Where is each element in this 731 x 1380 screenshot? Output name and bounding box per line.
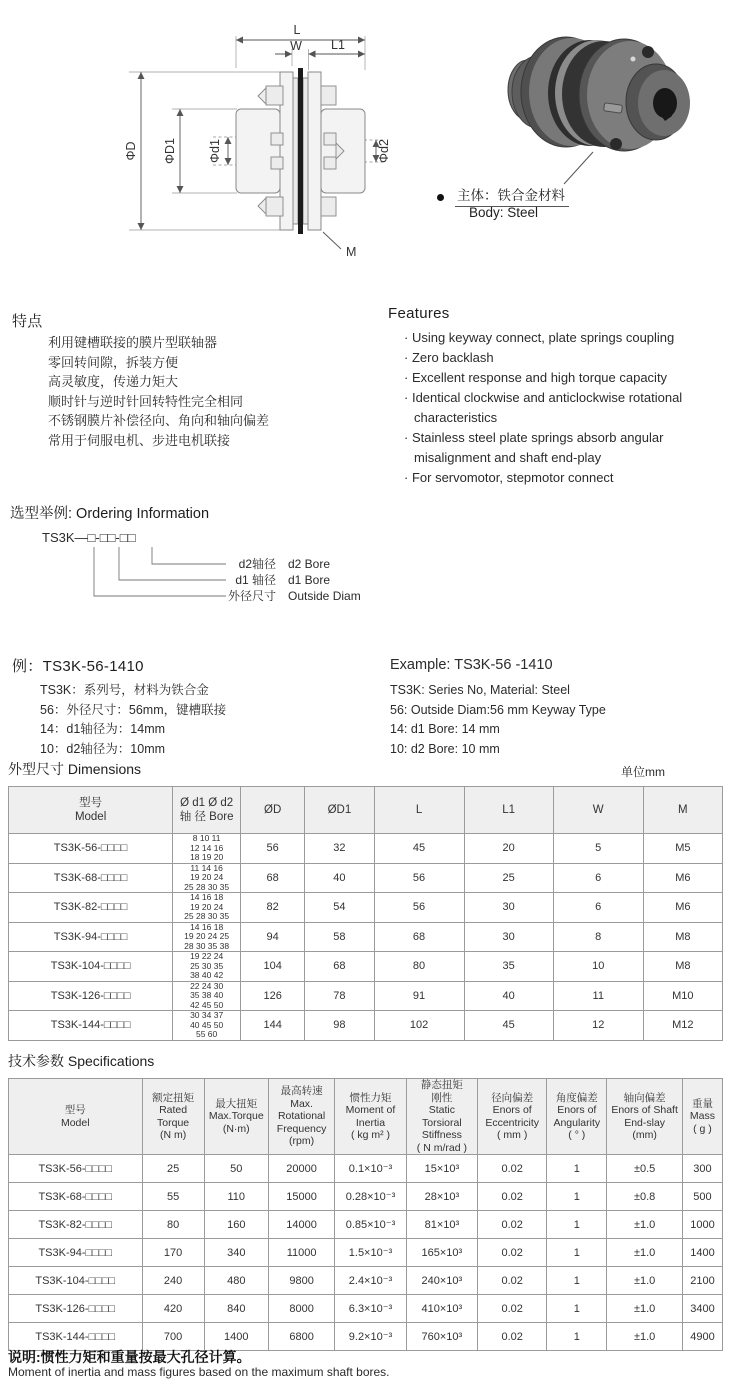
cell: TS3K-144-□□□□ bbox=[9, 1323, 143, 1351]
list-item: 10: d2 Bore: 10 mm bbox=[390, 741, 500, 756]
column-header: 最大扭矩 Max.Torque (N·m) bbox=[204, 1079, 268, 1155]
cell: TS3K-82-□□□□ bbox=[9, 893, 173, 923]
table-row bbox=[9, 893, 723, 923]
cell: 1400 bbox=[204, 1323, 268, 1351]
cell: 8 10 11 12 14 16 18 19 20 bbox=[173, 834, 241, 864]
cell: 144 bbox=[241, 1011, 305, 1041]
ordering-label-d2-zh: d2轴径 bbox=[238, 557, 276, 571]
cell: 1 bbox=[547, 1183, 607, 1211]
cell: 300 bbox=[682, 1155, 722, 1183]
ordering-label-od-zh: 外径尺寸 bbox=[227, 589, 276, 603]
list-item: · Zero backlash bbox=[404, 348, 731, 368]
cell: ±0.5 bbox=[607, 1155, 683, 1183]
features-en-list bbox=[404, 328, 731, 488]
list-item: · Using keyway connect, plate springs coupling bbox=[404, 328, 731, 348]
column-header: 轴向偏差 Enors of Shaft End-slay (mm) bbox=[607, 1079, 683, 1155]
table-row bbox=[9, 834, 723, 864]
column-header: L1 bbox=[464, 787, 553, 834]
features-zh-list bbox=[48, 333, 269, 450]
cell: M6 bbox=[643, 893, 722, 923]
coupling-technical-drawing bbox=[95, 6, 405, 268]
cell: TS3K-82-□□□□ bbox=[9, 1211, 143, 1239]
cell: 45 bbox=[464, 1011, 553, 1041]
cell: ±1.0 bbox=[607, 1211, 683, 1239]
cell: 35 bbox=[464, 952, 553, 982]
column-header: 角度偏差 Enors of Angularity ( ° ) bbox=[547, 1079, 607, 1155]
cell: 104 bbox=[241, 952, 305, 982]
list-item: 顺时针与逆时针回转特性完全相同 bbox=[48, 393, 244, 409]
footnote-zh: 说明:惯性力矩和重量按最大孔径计算。 bbox=[8, 1349, 251, 1365]
cell: 0.02 bbox=[478, 1267, 547, 1295]
cell: 1 bbox=[547, 1239, 607, 1267]
cell: 32 bbox=[305, 834, 374, 864]
cell: 840 bbox=[204, 1295, 268, 1323]
list-item: 56：外径尺寸：56mm，键槽联接 bbox=[40, 702, 227, 717]
cell: M6 bbox=[643, 863, 722, 893]
cell: TS3K-104-□□□□ bbox=[9, 1267, 143, 1295]
cell: M8 bbox=[643, 922, 722, 952]
column-header: 惯性力矩 Moment of Inertia ( kg m² ) bbox=[335, 1079, 406, 1155]
ordering-code-diagram bbox=[30, 524, 430, 619]
dimensions-title: 外型尺寸 Dimensions bbox=[8, 761, 142, 777]
cell: 6 bbox=[553, 863, 643, 893]
list-item: · For servomotor, stepmotor connect bbox=[404, 468, 731, 488]
features-zh-title: 特点 bbox=[12, 313, 43, 330]
cell: 2.4×10⁻³ bbox=[335, 1267, 406, 1295]
ordering-label-d1-en: d1 Bore bbox=[288, 573, 331, 587]
list-item: 零回转间隙，拆装方便 bbox=[48, 354, 179, 370]
cell: 1 bbox=[547, 1295, 607, 1323]
table-row bbox=[9, 863, 723, 893]
table-row bbox=[9, 952, 723, 982]
cell: 110 bbox=[204, 1183, 268, 1211]
cell: 81×10³ bbox=[406, 1211, 477, 1239]
column-header: 静态扭矩 刚性 Static Torsioral Stiffness ( N m/rad ) bbox=[406, 1079, 477, 1155]
cell: 12 bbox=[553, 1011, 643, 1041]
cell: 126 bbox=[241, 981, 305, 1011]
cell: 1000 bbox=[682, 1211, 722, 1239]
cell: 80 bbox=[374, 952, 464, 982]
unit-note: 单位mm bbox=[621, 765, 665, 779]
cell: 340 bbox=[204, 1239, 268, 1267]
cell: 15000 bbox=[268, 1183, 334, 1211]
cell: 1 bbox=[547, 1155, 607, 1183]
cell: 55 bbox=[142, 1183, 204, 1211]
cell: 56 bbox=[374, 863, 464, 893]
specifications-header-row bbox=[9, 1079, 723, 1155]
footnote-en: Moment of inertia and mass figures based on the maximum shaft bores. bbox=[8, 1365, 390, 1379]
cell: ±1.0 bbox=[607, 1239, 683, 1267]
cell: 0.02 bbox=[478, 1323, 547, 1351]
cell: 68 bbox=[305, 952, 374, 982]
list-item: 56: Outside Diam:56 mm Keyway Type bbox=[390, 702, 606, 717]
ordering-label-od-en: Outside Diam bbox=[288, 589, 361, 603]
dim-label-d2: Φd2 bbox=[377, 139, 391, 163]
cell: 56 bbox=[241, 834, 305, 864]
cell: 28×10³ bbox=[406, 1183, 477, 1211]
table-row bbox=[9, 922, 723, 952]
table-row bbox=[9, 1183, 723, 1211]
dim-label-D1: ΦD1 bbox=[163, 138, 177, 164]
cell: 91 bbox=[374, 981, 464, 1011]
list-item: 不锈钢膜片补偿径向、角向和轴向偏差 bbox=[48, 413, 270, 428]
cell: 1 bbox=[547, 1323, 607, 1351]
cell: 0.02 bbox=[478, 1155, 547, 1183]
cell: 45 bbox=[374, 834, 464, 864]
cell: ±1.0 bbox=[607, 1267, 683, 1295]
cell: 14 16 18 19 20 24 25 28 30 35 bbox=[173, 893, 241, 923]
dimensions-header-row bbox=[9, 787, 723, 834]
column-header: M bbox=[643, 787, 722, 834]
dim-label-d1: Φd1 bbox=[208, 139, 222, 163]
cell: 240×10³ bbox=[406, 1267, 477, 1295]
plate-spring-disc bbox=[298, 68, 303, 234]
dim-label-L1: L1 bbox=[331, 38, 345, 52]
column-header: 型号 Model bbox=[9, 787, 173, 834]
list-item: TS3K: Series No, Material: Steel bbox=[390, 683, 570, 697]
list-item: TS3K：系列号，材料为铁合金 bbox=[40, 683, 209, 697]
cell: 19 22 24 25 30 35 38 40 42 bbox=[173, 952, 241, 982]
cell: 11 14 16 19 20 24 25 28 30 35 bbox=[173, 863, 241, 893]
list-item: · Stainless steel plate springs absorb angular misalignment and shaft end-play bbox=[404, 428, 731, 468]
cell: 82 bbox=[241, 893, 305, 923]
cell: 6800 bbox=[268, 1323, 334, 1351]
table-row bbox=[9, 1239, 723, 1267]
cell: TS3K-94-□□□□ bbox=[9, 1239, 143, 1267]
dimensions-table bbox=[8, 786, 723, 1041]
cell: 30 34 37 40 45 50 55 60 bbox=[173, 1011, 241, 1041]
ordering-label-d1-zh: d1 轴径 bbox=[235, 573, 276, 587]
dim-label-L: L bbox=[293, 23, 301, 37]
list-item: 14: d1 Bore: 14 mm bbox=[390, 722, 500, 736]
cell: 98 bbox=[305, 1011, 374, 1041]
column-header: W bbox=[553, 787, 643, 834]
table-row bbox=[9, 1295, 723, 1323]
cell: ±1.0 bbox=[607, 1295, 683, 1323]
column-header: ØD bbox=[241, 787, 305, 834]
list-item: 高灵敏度，传递力矩大 bbox=[48, 374, 179, 389]
table-row bbox=[9, 1155, 723, 1183]
cell: 50 bbox=[204, 1155, 268, 1183]
cell: 40 bbox=[464, 981, 553, 1011]
cell: 10 bbox=[553, 952, 643, 982]
ordering-leader-lines bbox=[94, 547, 226, 596]
cell: 5 bbox=[553, 834, 643, 864]
cell: 2100 bbox=[682, 1267, 722, 1295]
list-item: 利用键槽联接的膜片型联轴器 bbox=[48, 335, 218, 350]
specifications-title: 技术参数 Specifications bbox=[8, 1053, 155, 1069]
cell: TS3K-104-□□□□ bbox=[9, 952, 173, 982]
dim-label-D: ΦD bbox=[124, 141, 138, 161]
cell: M10 bbox=[643, 981, 722, 1011]
cell: 420 bbox=[142, 1295, 204, 1323]
cell: TS3K-56-□□□□ bbox=[9, 834, 173, 864]
column-header: 最高转速 Max. Rotational Frequency (rpm) bbox=[268, 1079, 334, 1155]
cell: TS3K-68-□□□□ bbox=[9, 1183, 143, 1211]
features-en-title: Features bbox=[388, 305, 450, 322]
cell: 0.1×10⁻³ bbox=[335, 1155, 406, 1183]
cell: 14 16 18 19 20 24 25 28 30 35 38 bbox=[173, 922, 241, 952]
cell: 3400 bbox=[682, 1295, 722, 1323]
column-header: 额定扭矩 Rated Torque (N m) bbox=[142, 1079, 204, 1155]
cell: 1400 bbox=[682, 1239, 722, 1267]
list-item: · Identical clockwise and anticlockwise rotational characteristics bbox=[404, 388, 731, 428]
cell: TS3K-94-□□□□ bbox=[9, 922, 173, 952]
cell: 480 bbox=[204, 1267, 268, 1295]
cell: 8 bbox=[553, 922, 643, 952]
column-header: L bbox=[374, 787, 464, 834]
column-header: 重量 Mass ( g ) bbox=[682, 1079, 722, 1155]
cell: TS3K-68-□□□□ bbox=[9, 863, 173, 893]
example-en-lines bbox=[390, 681, 606, 759]
cell: 56 bbox=[374, 893, 464, 923]
cell: M12 bbox=[643, 1011, 722, 1041]
cell: 1 bbox=[547, 1267, 607, 1295]
table-row bbox=[9, 1011, 723, 1041]
list-item: 常用于伺服电机、步进电机联接 bbox=[48, 432, 231, 448]
cell: 102 bbox=[374, 1011, 464, 1041]
cell: 80 bbox=[142, 1211, 204, 1239]
example-zh-lines bbox=[40, 681, 226, 759]
cell: 54 bbox=[305, 893, 374, 923]
cell: M5 bbox=[643, 834, 722, 864]
table-row bbox=[9, 1267, 723, 1295]
cell: 22 24 30 35 38 40 42 45 50 bbox=[173, 981, 241, 1011]
column-header: ØD1 bbox=[305, 787, 374, 834]
cell: 410×10³ bbox=[406, 1295, 477, 1323]
cell: 20 bbox=[464, 834, 553, 864]
cell: 0.85×10⁻³ bbox=[335, 1211, 406, 1239]
cell: 14000 bbox=[268, 1211, 334, 1239]
dim-label-M: M bbox=[346, 245, 357, 259]
cell: 0.02 bbox=[478, 1211, 547, 1239]
cell: 58 bbox=[305, 922, 374, 952]
example-zh-title: 例：TS3K-56-1410 bbox=[12, 658, 144, 675]
cell: 15×10³ bbox=[406, 1155, 477, 1183]
cell: 0.02 bbox=[478, 1239, 547, 1267]
cell: 700 bbox=[142, 1323, 204, 1351]
cell: 6 bbox=[553, 893, 643, 923]
cell: TS3K-126-□□□□ bbox=[9, 1295, 143, 1323]
cell: ±1.0 bbox=[607, 1323, 683, 1351]
cell: 68 bbox=[241, 863, 305, 893]
dim-label-W: W bbox=[290, 39, 302, 53]
column-header: 型号 Model bbox=[9, 1079, 143, 1155]
cell: ±0.8 bbox=[607, 1183, 683, 1211]
cell: 240 bbox=[142, 1267, 204, 1295]
cell: 78 bbox=[305, 981, 374, 1011]
specifications-table bbox=[8, 1078, 723, 1351]
cell: 165×10³ bbox=[406, 1239, 477, 1267]
column-header: 径向偏差 Enors of Eccentricity ( mm ) bbox=[478, 1079, 547, 1155]
photo-caption-en: Body: Steel bbox=[469, 205, 539, 220]
cell: 160 bbox=[204, 1211, 268, 1239]
cell: M8 bbox=[643, 952, 722, 982]
cell: 4900 bbox=[682, 1323, 722, 1351]
coupling-product-photo bbox=[498, 14, 710, 186]
cell: 11000 bbox=[268, 1239, 334, 1267]
example-en-title: Example: TS3K-56 -1410 bbox=[390, 657, 553, 673]
list-item: 10：d2轴径为：10mm bbox=[40, 741, 166, 756]
photo-caption-zh: 主体：铁合金材料 bbox=[455, 184, 569, 207]
column-header: Ø d1 Ø d2 轴 径 Bore bbox=[173, 787, 241, 834]
table-row bbox=[9, 1211, 723, 1239]
cell: 68 bbox=[374, 922, 464, 952]
cell: 170 bbox=[142, 1239, 204, 1267]
ordering-title: 选型举例: Ordering Information bbox=[10, 506, 210, 522]
cell: 11 bbox=[553, 981, 643, 1011]
ordering-code: TS3K—□-□□-□□ bbox=[42, 530, 136, 545]
ordering-label-d2-en: d2 Bore bbox=[288, 557, 331, 571]
cell: TS3K-126-□□□□ bbox=[9, 981, 173, 1011]
cell: 20000 bbox=[268, 1155, 334, 1183]
cell: 9.2×10⁻³ bbox=[335, 1323, 406, 1351]
list-item: 14：d1轴径为：14mm bbox=[40, 722, 166, 736]
cell: 500 bbox=[682, 1183, 722, 1211]
cell: 0.02 bbox=[478, 1295, 547, 1323]
cell: 40 bbox=[305, 863, 374, 893]
cell: 0.02 bbox=[478, 1183, 547, 1211]
cell: 1 bbox=[547, 1211, 607, 1239]
cell: 760×10³ bbox=[406, 1323, 477, 1351]
cell: 25 bbox=[464, 863, 553, 893]
list-item: · Excellent response and high torque capacity bbox=[404, 368, 731, 388]
cell: TS3K-56-□□□□ bbox=[9, 1155, 143, 1183]
table-row bbox=[9, 981, 723, 1011]
cell: 1.5×10⁻³ bbox=[335, 1239, 406, 1267]
cell: 25 bbox=[142, 1155, 204, 1183]
cell: TS3K-144-□□□□ bbox=[9, 1011, 173, 1041]
cell: 0.28×10⁻³ bbox=[335, 1183, 406, 1211]
cell: 8000 bbox=[268, 1295, 334, 1323]
cell: 6.3×10⁻³ bbox=[335, 1295, 406, 1323]
cell: 30 bbox=[464, 922, 553, 952]
cell: 30 bbox=[464, 893, 553, 923]
caption-bullet-dot bbox=[437, 194, 444, 201]
cell: 9800 bbox=[268, 1267, 334, 1295]
cell: 94 bbox=[241, 922, 305, 952]
